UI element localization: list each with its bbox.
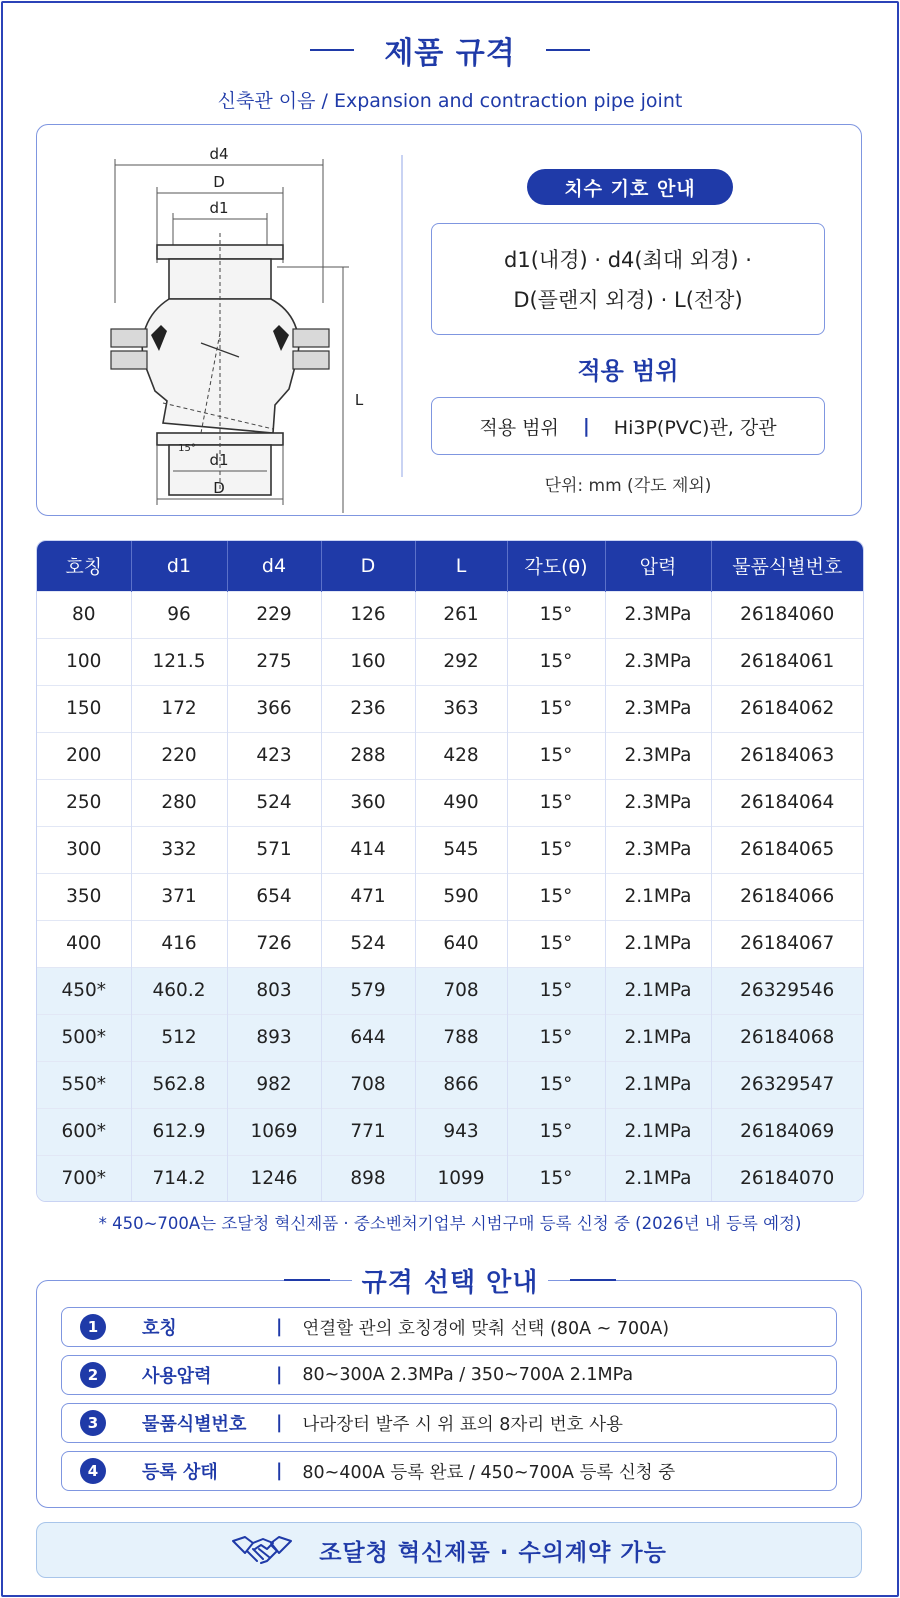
apply-box: [431, 397, 825, 455]
table-cell: 26184063: [711, 732, 863, 779]
table-row: [37, 779, 863, 826]
guide-number-badge: 3: [80, 1410, 106, 1436]
guide-description: 80~400A 등록 완료 / 450~700A 등록 신청 중: [302, 1462, 676, 1483]
table-cell: 2.3MPa: [605, 826, 711, 873]
table-cell: 15°: [507, 685, 605, 732]
table-cell: 943: [415, 1108, 507, 1155]
table-cell: 250: [37, 779, 131, 826]
table-cell: 2.3MPa: [605, 685, 711, 732]
table-cell: 414: [321, 826, 415, 873]
table-cell: 2.3MPa: [605, 779, 711, 826]
guide-label: 사용압력: [142, 1366, 212, 1387]
table-cell: 366: [227, 685, 321, 732]
table-cell: 982: [227, 1061, 321, 1108]
table-header-row: [37, 541, 863, 591]
diagram-card: [36, 124, 862, 516]
table-cell: 571: [227, 826, 321, 873]
table-cell: 898: [321, 1155, 415, 1201]
page-title: 제품 규격: [384, 36, 516, 71]
guide-separator: |: [276, 1461, 283, 1481]
table-cell: 490: [415, 779, 507, 826]
table-cell: 200: [37, 732, 131, 779]
table-cell: 15°: [507, 826, 605, 873]
symbols-box: [431, 223, 825, 335]
table-cell: 15°: [507, 591, 605, 638]
table-cell: 423: [227, 732, 321, 779]
table-header-cell: L: [415, 541, 507, 591]
table-cell: 1246: [227, 1155, 321, 1201]
table-header-cell: D: [321, 541, 415, 591]
table-cell: 26184060: [711, 591, 863, 638]
table-cell: 708: [415, 967, 507, 1014]
table-cell: 332: [131, 826, 227, 873]
table-cell: 26184068: [711, 1014, 863, 1061]
handshake-icon: [231, 1531, 293, 1569]
table-cell: 15°: [507, 779, 605, 826]
guide-number-badge: 4: [80, 1458, 106, 1484]
table-cell: 428: [415, 732, 507, 779]
guide-label: 호칭: [142, 1318, 177, 1339]
table-header-cell: 호칭: [37, 541, 131, 591]
table-row: [37, 873, 863, 920]
table-cell: 2.3MPa: [605, 732, 711, 779]
table-cell: 512: [131, 1014, 227, 1061]
table-cell: 350: [37, 873, 131, 920]
table-row: [37, 685, 863, 732]
table-cell: 524: [227, 779, 321, 826]
table-cell: 26184070: [711, 1155, 863, 1201]
table-cell: 2.1MPa: [605, 1061, 711, 1108]
table-cell: 150: [37, 685, 131, 732]
table-row: [37, 591, 863, 638]
guide-row: [61, 1307, 837, 1347]
table-cell: 15°: [507, 732, 605, 779]
table-cell: 172: [131, 685, 227, 732]
guide-row: [61, 1451, 837, 1491]
label-D-top: D: [213, 173, 225, 191]
pipe-joint-diagram: [97, 133, 387, 513]
table-cell: 26184061: [711, 638, 863, 685]
table-cell: 654: [227, 873, 321, 920]
table-cell: 26184065: [711, 826, 863, 873]
table-cell: 893: [227, 1014, 321, 1061]
table-cell: 708: [321, 1061, 415, 1108]
table-cell: 15°: [507, 638, 605, 685]
table-cell: 2.3MPa: [605, 638, 711, 685]
label-D-bottom: D: [213, 479, 225, 497]
table-header-cell: 물품식별번호: [711, 541, 863, 591]
apply-separator: |: [582, 415, 590, 437]
table-cell: 714.2: [131, 1155, 227, 1201]
table-cell: 15°: [507, 1014, 605, 1061]
guide-title-row: [0, 1262, 900, 1298]
registration-note: * 450~700A는 조달청 혁신제품 · 중소벤처기업부 시범구매 등록 신청 중 (2026년 내 등록 예정): [98, 1214, 802, 1233]
card-divider: [401, 155, 403, 477]
guide-separator: |: [276, 1317, 283, 1337]
table-cell: 261: [415, 591, 507, 638]
table-row: [37, 967, 863, 1014]
apply-value: Hi3P(PVC)관, 강관: [613, 416, 777, 439]
guide-card: [36, 1280, 862, 1508]
table-cell: 1099: [415, 1155, 507, 1201]
symbols-line-1: d1(내경) · d4(최대 외경) ·: [504, 248, 752, 272]
table-row: [37, 732, 863, 779]
guide-description: 연결할 관의 호칭경에 맞춰 선택 (80A ~ 700A): [302, 1318, 670, 1339]
table-row: [37, 1108, 863, 1155]
table-cell: 600*: [37, 1108, 131, 1155]
table-cell: 100: [37, 638, 131, 685]
table-cell: 236: [321, 685, 415, 732]
guide-title-line-left: [284, 1279, 330, 1281]
table-header-cell: d4: [227, 541, 321, 591]
table-cell: 371: [131, 873, 227, 920]
apply-label: 적용 범위: [479, 416, 559, 439]
guide-title: 규격 선택 안내: [352, 1262, 549, 1299]
table-cell: 550*: [37, 1061, 131, 1108]
guide-label: 물품식별번호: [142, 1414, 247, 1435]
table-cell: 15°: [507, 967, 605, 1014]
table-cell: 229: [227, 591, 321, 638]
table-cell: 288: [321, 732, 415, 779]
guide-number-badge: 1: [80, 1314, 106, 1340]
table-cell: 121.5: [131, 638, 227, 685]
title-row: [0, 28, 900, 72]
apply-title: 적용 범위: [577, 357, 679, 385]
table-cell: 471: [321, 873, 415, 920]
spec-table-wrap: [36, 540, 864, 1202]
bottom-banner-text: 조달청 혁신제품 · 수의계약 가능: [319, 1539, 667, 1566]
table-cell: 416: [131, 920, 227, 967]
guide-row: [61, 1355, 837, 1395]
table-header-cell: 압력: [605, 541, 711, 591]
table-cell: 2.1MPa: [605, 1155, 711, 1201]
table-row: [37, 1155, 863, 1201]
table-cell: 866: [415, 1061, 507, 1108]
table-cell: 26329546: [711, 967, 863, 1014]
symbols-line-2: D(플랜지 외경) · L(전장): [513, 288, 743, 312]
table-cell: 579: [321, 967, 415, 1014]
table-cell: 292: [415, 638, 507, 685]
table-cell: 460.2: [131, 967, 227, 1014]
guide-title-line-right: [570, 1279, 616, 1281]
table-cell: 2.1MPa: [605, 1108, 711, 1155]
table-cell: 26184066: [711, 873, 863, 920]
table-cell: 15°: [507, 1155, 605, 1201]
guide-description: 나라장터 발주 시 위 표의 8자리 번호 사용: [302, 1414, 623, 1435]
table-cell: 360: [321, 779, 415, 826]
table-cell: 771: [321, 1108, 415, 1155]
table-cell: 400: [37, 920, 131, 967]
table-cell: 15°: [507, 1061, 605, 1108]
unit-note: 단위: mm (각도 제외): [544, 476, 712, 496]
table-cell: 15°: [507, 873, 605, 920]
table-cell: 450*: [37, 967, 131, 1014]
table-cell: 126: [321, 591, 415, 638]
table-cell: 500*: [37, 1014, 131, 1061]
table-cell: 26184067: [711, 920, 863, 967]
guide-number-badge: 2: [80, 1362, 106, 1388]
table-cell: 220: [131, 732, 227, 779]
table-cell: 644: [321, 1014, 415, 1061]
table-cell: 2.1MPa: [605, 920, 711, 967]
label-d1-bottom: d1: [209, 451, 229, 469]
table-cell: 363: [415, 685, 507, 732]
table-cell: 545: [415, 826, 507, 873]
label-d4-top: d4: [209, 145, 229, 163]
guide-separator: |: [276, 1365, 283, 1385]
table-cell: 2.1MPa: [605, 873, 711, 920]
table-row: [37, 1014, 863, 1061]
table-cell: 26329547: [711, 1061, 863, 1108]
bottom-banner: [36, 1522, 862, 1578]
table-body: [37, 591, 863, 1201]
table-cell: 280: [131, 779, 227, 826]
label-angle: 15°: [178, 443, 196, 454]
table-row: [37, 826, 863, 873]
table-row: [37, 920, 863, 967]
table-cell: 524: [321, 920, 415, 967]
table-row: [37, 638, 863, 685]
table-cell: 15°: [507, 920, 605, 967]
table-row: [37, 1061, 863, 1108]
page-subtitle: 신축관 이음 / Expansion and contraction pipe joint: [217, 90, 683, 112]
title-line-left: [310, 49, 354, 51]
symbols-pill: 치수 기호 안내: [527, 169, 733, 205]
table-cell: 26184062: [711, 685, 863, 732]
table-cell: 612.9: [131, 1108, 227, 1155]
table-cell: 2.1MPa: [605, 1014, 711, 1061]
title-line-right: [546, 49, 590, 51]
table-cell: 26184064: [711, 779, 863, 826]
table-cell: 80: [37, 591, 131, 638]
table-cell: 788: [415, 1014, 507, 1061]
spec-table: [37, 541, 863, 1201]
table-cell: 726: [227, 920, 321, 967]
guide-row: [61, 1403, 837, 1443]
table-cell: 26184069: [711, 1108, 863, 1155]
table-cell: 803: [227, 967, 321, 1014]
table-cell: 2.1MPa: [605, 967, 711, 1014]
table-cell: 562.8: [131, 1061, 227, 1108]
table-cell: 275: [227, 638, 321, 685]
table-header-cell: d1: [131, 541, 227, 591]
table-cell: 2.3MPa: [605, 591, 711, 638]
guide-description: 80~300A 2.3MPa / 350~700A 2.1MPa: [302, 1365, 634, 1385]
table-cell: 300: [37, 826, 131, 873]
table-cell: 1069: [227, 1108, 321, 1155]
table-cell: 160: [321, 638, 415, 685]
table-cell: 590: [415, 873, 507, 920]
table-cell: 640: [415, 920, 507, 967]
table-header-cell: 각도(θ): [507, 541, 605, 591]
table-cell: 700*: [37, 1155, 131, 1201]
table-cell: 15°: [507, 1108, 605, 1155]
guide-label: 등록 상태: [142, 1462, 218, 1483]
label-d1-top: d1: [209, 199, 229, 217]
guide-separator: |: [276, 1413, 283, 1433]
table-cell: 96: [131, 591, 227, 638]
label-L: L: [354, 391, 364, 409]
